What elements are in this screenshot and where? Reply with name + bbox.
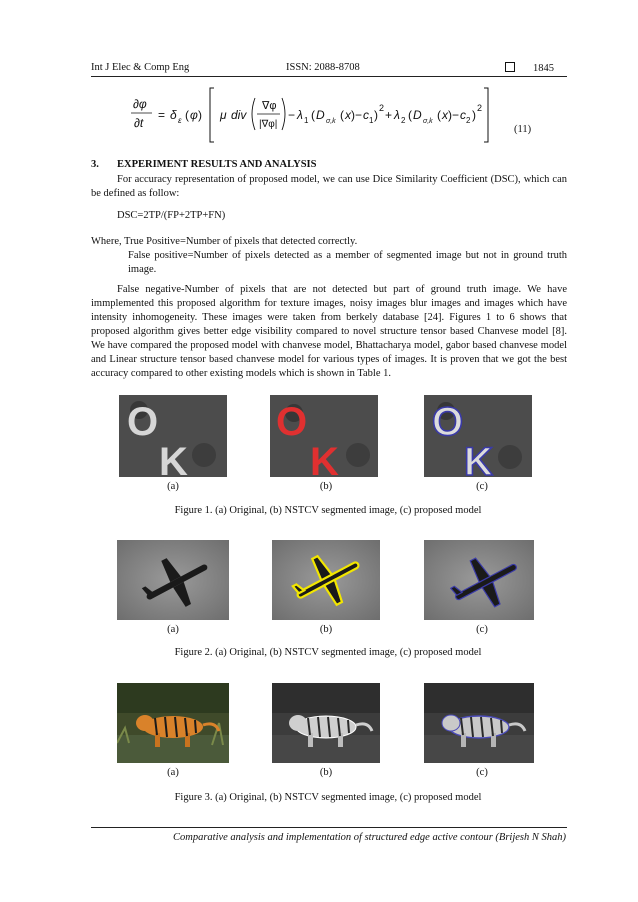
svg-text:∂φ: ∂φ	[133, 97, 147, 111]
svg-text:x: x	[442, 108, 448, 122]
svg-text:D: D	[413, 108, 422, 122]
svg-text:c: c	[363, 108, 369, 122]
svg-text:(: (	[311, 108, 315, 122]
svg-text:λ: λ	[297, 108, 303, 122]
figure3-caption: Figure 3. (a) Original, (b) NSTCV segmented image, (c) proposed model	[174, 792, 482, 803]
journal-name: Int J Elec & Comp Eng	[91, 62, 190, 73]
svg-text:∇φ: ∇φ	[262, 100, 277, 112]
checkbox-square-icon	[505, 62, 515, 72]
paragraph-experiments: False negative-Number of pixels that are not detected but part of ground truth image. We have immplemented this proposed algorithm for texture images, noisy images blur images and images which have intensity inhomogeneity. These images were taken from berkely database [24]. Figures 1 to 6 shows that proposed algorithm gives better edge visibility compared to novel structure tensor based Chanvese model [8]. We have compared the proposed model with chanvese model, Bhattacharya model, gabor based chanvese model and Linear structure tensor based chanvese model for various types of images. It is proven that we got the best accuracy compared to other existing models which is shown in Table 1.	[91, 284, 567, 379]
figure2-panel-nstcv	[272, 540, 380, 620]
paragraph-dsc-intro: For accuracy representation of proposed model, we can use Dice Similarity Coefficient (DSC), which can be defined as follow:	[91, 174, 567, 199]
svg-text:∂t: ∂t	[134, 116, 144, 130]
figure3-panel-original	[117, 683, 229, 763]
svg-text:1: 1	[304, 116, 309, 125]
svg-text:x: x	[345, 108, 351, 122]
letter-k: K	[310, 440, 339, 477]
svg-text:δ: δ	[170, 108, 177, 122]
svg-text:(: (	[340, 108, 344, 122]
figure3-label-a: (a)	[167, 767, 179, 778]
svg-text:)−: )−	[448, 108, 460, 122]
equation-number: (11)	[514, 124, 532, 135]
header-rule	[91, 76, 567, 77]
svg-text:μ: μ	[220, 108, 227, 122]
figure2-label-b: (b)	[319, 624, 333, 635]
svg-text:c: c	[460, 108, 466, 122]
letter-k: K	[464, 440, 493, 477]
svg-text:): )	[472, 108, 476, 122]
svg-text:=: =	[158, 108, 166, 122]
svg-text:1: 1	[369, 116, 374, 125]
svg-text:)−: )−	[351, 108, 363, 122]
svg-text:D: D	[316, 108, 325, 122]
where-line: Where, True Positive=Number of pixels that detected correctly.	[91, 236, 358, 247]
svg-text:λ: λ	[394, 108, 400, 122]
svg-text:φ: φ	[190, 108, 198, 122]
running-title: Comparative analysis and implementation of structured edge active contour (Brijesh N Shah)	[172, 832, 566, 843]
equation-11	[128, 84, 478, 146]
svg-text:σ,k: σ,k	[423, 118, 433, 125]
svg-text:): )	[198, 108, 202, 122]
dsc-formula: DSC=2TP/(FP+2TP+FN)	[117, 210, 226, 221]
svg-text:σ,k: σ,k	[326, 118, 336, 125]
figure2-panel-proposed	[424, 540, 534, 620]
figure3-panel-proposed	[424, 683, 534, 763]
svg-text:(: (	[408, 108, 412, 122]
svg-text:(: (	[185, 108, 189, 122]
figure1-caption: Figure 1. (a) Original, (b) NSTCV segmented image, (c) proposed model	[174, 505, 482, 516]
figure1-panel-nstcv	[270, 395, 378, 477]
figure2-panel-original	[117, 540, 229, 620]
svg-text:ε: ε	[178, 116, 182, 125]
section-heading-number: 3.	[91, 159, 99, 170]
figure3-label-b: (b)	[319, 767, 333, 778]
footer-rule	[91, 827, 567, 828]
page-number-group	[505, 62, 554, 74]
page-number: 1845	[533, 63, 554, 74]
issn: ISSN: 2088-8708	[286, 62, 360, 73]
letter-o: O	[432, 400, 464, 444]
figure3-label-c: (c)	[476, 767, 488, 778]
figure1-label-c: (c)	[476, 481, 488, 492]
figure1-panel-original	[119, 395, 227, 477]
svg-text:div: div	[231, 108, 247, 122]
figure1-label-a: (a)	[167, 481, 179, 492]
svg-text:2: 2	[379, 103, 385, 113]
letter-o: O	[127, 400, 159, 444]
svg-text:|∇φ|: |∇φ|	[259, 119, 278, 130]
svg-text:2: 2	[477, 103, 483, 113]
figure3-panel-nstcv	[272, 683, 380, 763]
svg-text:+: +	[385, 108, 393, 122]
figure2-label-c: (c)	[476, 624, 488, 635]
figure2-label-a: (a)	[167, 624, 179, 635]
svg-text:2: 2	[466, 116, 471, 125]
svg-text:): )	[374, 108, 378, 122]
figure1-label-b: (b)	[319, 481, 333, 492]
svg-text:−: −	[288, 108, 296, 122]
figure2-caption: Figure 2. (a) Original, (b) NSTCV segmented image, (c) proposed model	[174, 647, 482, 658]
false-positive-definition: False positive=Number of pixels detected as a member of segmented image but not in ground truth image.	[128, 250, 567, 275]
section-heading-title: EXPERIMENT RESULTS AND ANALYSIS	[117, 159, 317, 170]
letter-k: K	[159, 440, 188, 477]
figure1-panel-proposed	[424, 395, 532, 477]
letter-o: O	[276, 400, 308, 444]
svg-text:2: 2	[401, 116, 406, 125]
svg-text:(: (	[437, 108, 441, 122]
equation-11-tail	[472, 84, 492, 146]
